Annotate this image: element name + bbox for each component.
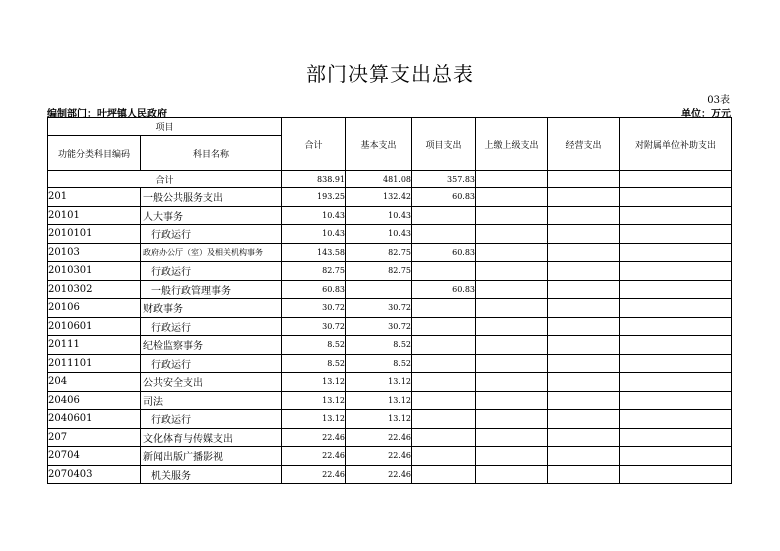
table-row xyxy=(48,465,732,484)
total-upper xyxy=(476,171,548,188)
row-subject-name: 行政运行 xyxy=(141,354,282,373)
row-project xyxy=(412,299,476,318)
row-subject-name: 行政运行 xyxy=(141,262,282,281)
row-subject-name: 司法 xyxy=(141,391,282,410)
row-business xyxy=(548,225,620,244)
total-label: 合计 xyxy=(48,171,282,188)
row-total: 30.72 xyxy=(282,299,346,318)
expenditure-table xyxy=(47,117,732,484)
row-total: 13.12 xyxy=(282,373,346,392)
department-label: 编制部门：叶坪镇人民政府 xyxy=(47,109,167,120)
row-project xyxy=(412,317,476,336)
row-code: 20111 xyxy=(48,336,141,355)
row-subsidy xyxy=(620,428,732,447)
row-business xyxy=(548,188,620,207)
row-subsidy xyxy=(620,225,732,244)
row-subject-name: 新闻出版广播影视 xyxy=(141,447,282,466)
row-subsidy xyxy=(620,354,732,373)
row-basic: 82.75 xyxy=(346,243,412,262)
row-basic: 10.43 xyxy=(346,206,412,225)
row-business xyxy=(548,354,620,373)
row-business xyxy=(548,280,620,299)
row-business xyxy=(548,391,620,410)
row-subject-name: 人大事务 xyxy=(141,206,282,225)
row-subsidy xyxy=(620,188,732,207)
row-project xyxy=(412,206,476,225)
row-subsidy xyxy=(620,243,732,262)
row-subject-name: 行政运行 xyxy=(141,225,282,244)
table-row xyxy=(48,354,732,373)
row-code: 20106 xyxy=(48,299,141,318)
row-code: 2010601 xyxy=(48,317,141,336)
header-project: 项目 xyxy=(48,118,282,136)
row-total: 8.52 xyxy=(282,354,346,373)
row-upper xyxy=(476,280,548,299)
total-basic: 481.08 xyxy=(346,171,412,188)
row-basic: 8.52 xyxy=(346,354,412,373)
row-basic: 13.12 xyxy=(346,391,412,410)
row-upper xyxy=(476,447,548,466)
row-basic: 13.12 xyxy=(346,410,412,429)
row-subsidy xyxy=(620,410,732,429)
table-number: 03表 xyxy=(707,95,730,106)
row-subsidy xyxy=(620,262,732,281)
row-total: 22.46 xyxy=(282,465,346,484)
total-sum: 838.91 xyxy=(282,171,346,188)
row-basic: 8.52 xyxy=(346,336,412,355)
row-total: 22.46 xyxy=(282,447,346,466)
table-row xyxy=(48,336,732,355)
header-total: 合计 xyxy=(282,118,346,171)
row-upper xyxy=(476,317,548,336)
table-row xyxy=(48,299,732,318)
row-business xyxy=(548,336,620,355)
row-total: 13.12 xyxy=(282,410,346,429)
row-subsidy xyxy=(620,317,732,336)
table-row xyxy=(48,428,732,447)
row-basic: 13.12 xyxy=(346,373,412,392)
row-upper xyxy=(476,299,548,318)
row-total: 10.43 xyxy=(282,206,346,225)
row-business xyxy=(548,465,620,484)
row-project xyxy=(412,391,476,410)
row-total: 10.43 xyxy=(282,225,346,244)
row-subject-name: 文化体育与传媒支出 xyxy=(141,428,282,447)
table-row xyxy=(48,447,732,466)
header-project-expenditure: 项目支出 xyxy=(412,118,476,171)
row-subsidy xyxy=(620,373,732,392)
row-project xyxy=(412,447,476,466)
row-business xyxy=(548,428,620,447)
row-business xyxy=(548,410,620,429)
row-project xyxy=(412,410,476,429)
row-project xyxy=(412,336,476,355)
row-basic: 22.46 xyxy=(346,428,412,447)
row-project xyxy=(412,373,476,392)
row-total: 193.25 xyxy=(282,188,346,207)
row-total: 82.75 xyxy=(282,262,346,281)
row-upper xyxy=(476,188,548,207)
row-basic: 22.46 xyxy=(346,465,412,484)
table-row xyxy=(48,280,732,299)
row-code: 207 xyxy=(48,428,141,447)
header-upper-remit: 上缴上级支出 xyxy=(476,118,548,171)
row-subject-name: 行政运行 xyxy=(141,317,282,336)
row-subject-name: 一般公共服务支出 xyxy=(141,188,282,207)
row-code: 2010301 xyxy=(48,262,141,281)
row-total: 22.46 xyxy=(282,428,346,447)
row-total: 8.52 xyxy=(282,336,346,355)
row-business xyxy=(548,447,620,466)
row-code: 20704 xyxy=(48,447,141,466)
row-subsidy xyxy=(620,465,732,484)
row-basic: 30.72 xyxy=(346,299,412,318)
row-project xyxy=(412,262,476,281)
row-total: 13.12 xyxy=(282,391,346,410)
table-row xyxy=(48,373,732,392)
row-project: 60.83 xyxy=(412,243,476,262)
row-business xyxy=(548,299,620,318)
table-row xyxy=(48,410,732,429)
row-code: 2040601 xyxy=(48,410,141,429)
row-total: 143.58 xyxy=(282,243,346,262)
row-upper xyxy=(476,354,548,373)
row-basic xyxy=(346,280,412,299)
row-upper xyxy=(476,336,548,355)
row-upper xyxy=(476,428,548,447)
row-project xyxy=(412,354,476,373)
row-basic: 22.46 xyxy=(346,447,412,466)
row-code: 20101 xyxy=(48,206,141,225)
row-code: 20406 xyxy=(48,391,141,410)
row-subject-name: 机关服务 xyxy=(141,465,282,484)
total-subsidy xyxy=(620,171,732,188)
row-business xyxy=(548,206,620,225)
row-subject-name: 行政运行 xyxy=(141,410,282,429)
page-title: 部门决算支出总表 xyxy=(306,62,474,86)
row-subsidy xyxy=(620,447,732,466)
row-subject-name: 纪检监察事务 xyxy=(141,336,282,355)
row-project: 60.83 xyxy=(412,188,476,207)
row-code: 2070403 xyxy=(48,465,141,484)
row-project: 60.83 xyxy=(412,280,476,299)
row-business xyxy=(548,262,620,281)
row-upper xyxy=(476,243,548,262)
table-row xyxy=(48,317,732,336)
row-business xyxy=(548,373,620,392)
row-subsidy xyxy=(620,299,732,318)
row-subsidy xyxy=(620,206,732,225)
table-row xyxy=(48,262,732,281)
row-basic: 82.75 xyxy=(346,262,412,281)
total-business xyxy=(548,171,620,188)
row-project xyxy=(412,428,476,447)
row-subsidy xyxy=(620,280,732,299)
row-business xyxy=(548,317,620,336)
row-subject-name: 政府办公厅（室）及相关机构事务 xyxy=(141,243,282,262)
row-project xyxy=(412,465,476,484)
table-row xyxy=(48,188,732,207)
header-name: 科目名称 xyxy=(141,136,282,171)
row-code: 2010302 xyxy=(48,280,141,299)
row-code: 2011101 xyxy=(48,354,141,373)
row-basic: 30.72 xyxy=(346,317,412,336)
header-basic: 基本支出 xyxy=(346,118,412,171)
row-upper xyxy=(476,373,548,392)
total-project: 357.83 xyxy=(412,171,476,188)
header-subsidy: 对附属单位补助支出 xyxy=(620,118,732,171)
row-subject-name: 一般行政管理事务 xyxy=(141,280,282,299)
row-code: 201 xyxy=(48,188,141,207)
row-total: 30.72 xyxy=(282,317,346,336)
table-row xyxy=(48,391,732,410)
row-subsidy xyxy=(620,336,732,355)
table-row xyxy=(48,243,732,262)
row-basic: 132.42 xyxy=(346,188,412,207)
row-basic: 10.43 xyxy=(346,225,412,244)
row-upper xyxy=(476,465,548,484)
row-code: 204 xyxy=(48,373,141,392)
row-upper xyxy=(476,206,548,225)
row-business xyxy=(548,243,620,262)
row-code: 20103 xyxy=(48,243,141,262)
row-project xyxy=(412,225,476,244)
row-total: 60.83 xyxy=(282,280,346,299)
row-upper xyxy=(476,410,548,429)
row-upper xyxy=(476,391,548,410)
row-subject-name: 财政事务 xyxy=(141,299,282,318)
header-code: 功能分类科目编码 xyxy=(48,136,141,171)
row-upper xyxy=(476,225,548,244)
table-row xyxy=(48,225,732,244)
unit-label: 单位：万元 xyxy=(681,109,731,120)
table-row xyxy=(48,206,732,225)
row-subject-name: 公共安全支出 xyxy=(141,373,282,392)
header-business: 经营支出 xyxy=(548,118,620,171)
row-subsidy xyxy=(620,391,732,410)
row-upper xyxy=(476,262,548,281)
row-code: 2010101 xyxy=(48,225,141,244)
total-row xyxy=(48,171,732,188)
